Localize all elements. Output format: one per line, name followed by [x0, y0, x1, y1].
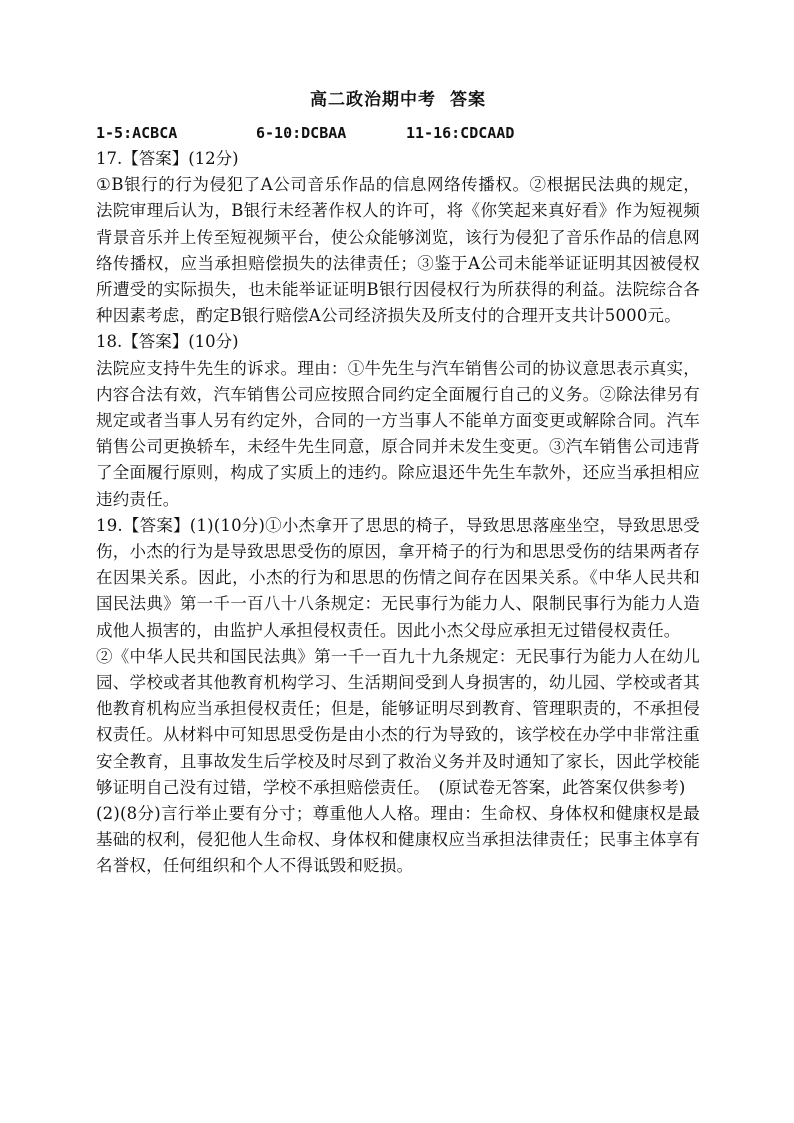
choice-answer-key [96, 120, 700, 146]
answer-group-1-5: 1-5:ACBCA [96, 124, 178, 142]
answer-document [96, 86, 700, 880]
title-main: 高二政治期中考 [310, 90, 436, 110]
q17-answer: ①B银行的行为侵犯了A公司音乐作品的信息网络传播权。②根据民法典的规定，法院审理后认为，B银行未经著作权人的许可，将《你笑起来真好看》作为短视频背景音乐并上传至短视频平台，使公众能够浏览，该行为侵犯了音乐作品的信息网络传播权，应当承担赔偿损失的法律责任；③鉴于A公司未能举证证明其因被侵权所遭受的实际损失，也未能举证证明B银行因侵权行为所获得的利益。法院综合各种因素考虑，酌定B银行赔偿A公司经济损失及所支付的合理开支共计5000元。 [96, 175, 700, 326]
q18-answer: 法院应支持牛先生的诉求。理由：①牛先生与汽车销售公司的协议意思表示真实，内容合法有效，汽车销售公司应按照合同约定全面履行自己的义务。②除法律另有规定或者当事人另有约定外，合同的一方当事人不能单方面变更或解除合同。汽车销售公司更换轿车，未经牛先生同意，原合同并未发生变更。③汽车销售公司违背了全面履行原则，构成了实质上的违约。除应退还牛先生车款外，还应当承担相应违约责任。 [96, 358, 700, 509]
page-title [96, 86, 700, 120]
title-answer: 答案 [450, 90, 486, 110]
answer-group-11-16: 11-16:CDCAAD [406, 124, 515, 142]
answer-group-6-10: 6-10:DCBAA [256, 124, 347, 142]
q19-part1-second: ②《中华人民共和国民法典》第一千一百九十九条规定：无民事行为能力人在幼儿园、学校或者其他教育机构学习、生活期间受到人身损害的，幼儿园、学校或者其他教育机构应当承担侵权责任；但是，能够证明尽到教育、管理职责的，不承担侵权责任。从材料中可知思思受伤是由小杰的行为导致的，该学校在办学中非常注重安全教育，且事故发生后学校及时尽到了救治义务并及时通知了家长，因此学校能够证明自己没有过错，学校不承担赔偿责任。 (原试卷无答案，此答案仅供参考) [96, 646, 700, 797]
q18-header: 18.【答案】(10分) [96, 332, 239, 352]
q19-part1-answer: 19.【答案】(1)(10分)①小杰拿开了思思的椅子，导致思思落座坐空，导致思思受伤，小杰的行为是导致思思受伤的原因，拿开椅子的行为和思思受伤的结果两者存在因果关系。因此，小杰的行为和思思的伤情之间存在因果关系。《中华人民共和国民法典》第一千一百八十八条规定：无民事行为能力人、限制民事行为能力人造成他人损害的，由监护人承担侵权责任。因此小杰父母应承担无过错侵权责任。 [96, 515, 700, 640]
q19-part2-answer: (2)(8分)言行举止要有分寸；尊重他人人格。理由：生命权、身体权和健康权是最基础的权利，侵犯他人生命权、身体权和健康权应当承担法律责任；民事主体享有名誉权，任何组织和个人不得诋毁和贬损。 [96, 804, 700, 876]
q17-header: 17.【答案】(12分) [96, 149, 239, 168]
